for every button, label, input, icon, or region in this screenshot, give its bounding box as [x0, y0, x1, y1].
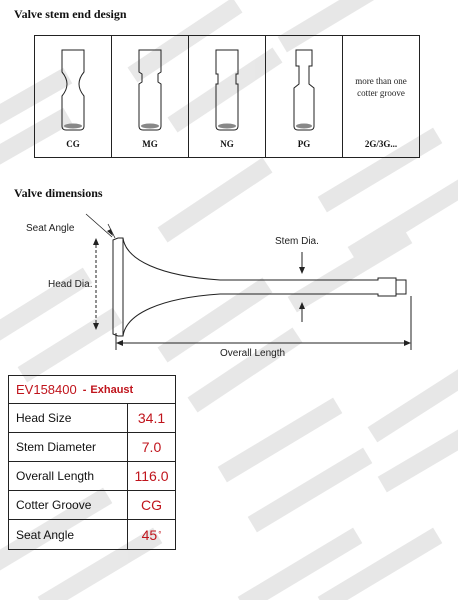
stem-design-table — [34, 35, 420, 158]
design-cell-cg — [35, 36, 112, 157]
spec-table — [8, 375, 176, 550]
design-label: 2G/3G... — [364, 139, 398, 149]
spec-value: 45 — [141, 526, 158, 543]
seat-angle-label: Seat Angle — [26, 223, 75, 234]
design-cell-mg — [112, 36, 189, 157]
valve-dimension-diagram — [0, 200, 458, 370]
spec-value: 116.0 — [134, 468, 169, 484]
spec-row-seat-angle — [9, 520, 175, 549]
dimensions-title: Valve dimensions — [14, 186, 103, 200]
valve-type: Exhaust — [90, 383, 134, 396]
header-separator: - — [82, 383, 87, 396]
spec-row-head-size — [9, 404, 175, 433]
spec-key: Stem Diameter — [9, 433, 128, 461]
design-note: more than one cotter groove — [355, 76, 407, 98]
design-cell-pg — [266, 36, 343, 157]
valve-outline — [113, 238, 406, 336]
spec-value-group — [128, 520, 175, 549]
design-label: PG — [297, 139, 311, 149]
design-cell-multi — [343, 36, 419, 157]
spec-key: Head Size — [9, 404, 128, 432]
design-cell-ng — [189, 36, 266, 157]
spec-value: CG — [141, 497, 162, 513]
design-label: CG — [66, 139, 80, 149]
part-number: EV158400 — [16, 382, 77, 397]
spec-header — [9, 376, 175, 404]
stem-design-title: Valve stem end design — [14, 7, 127, 21]
spec-value: 34.1 — [137, 410, 166, 426]
spec-key: Overall Length — [9, 462, 128, 490]
spec-key: Cotter Groove — [9, 491, 128, 519]
head-dia-label: Head Dia. — [48, 279, 93, 290]
overall-length-label: Overall Length — [220, 348, 286, 359]
degree-unit: ° — [158, 530, 162, 539]
spec-row-overall-length — [9, 462, 175, 491]
spec-row-cotter-groove — [9, 491, 175, 520]
spec-value: 7.0 — [141, 439, 162, 455]
stem-dia-label: Stem Dia. — [275, 236, 319, 247]
spec-row-stem-diameter — [9, 433, 175, 462]
design-label: NG — [220, 139, 234, 149]
design-label: MG — [142, 139, 158, 149]
spec-key: Seat Angle — [9, 520, 128, 549]
